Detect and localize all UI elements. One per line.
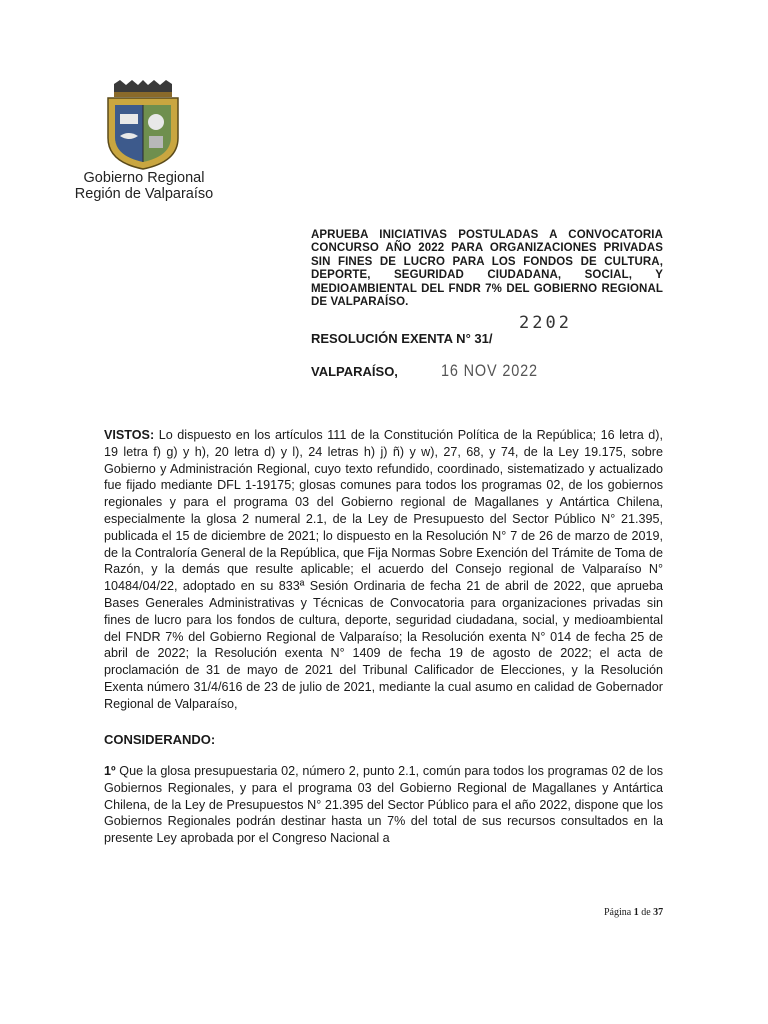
vistos-lead: VISTOS:	[104, 428, 155, 442]
page-of-label: de	[641, 907, 651, 918]
considerando-paragraph-1	[104, 763, 663, 847]
document-title: APRUEBA INICIATIVAS POSTULADAS A CONVOCATORIA CONCURSO AÑO 2022 PARA ORGANIZACIONES PRIVADAS SIN FINES DE LUCRO PARA LOS FONDOS DE CULTURA, DEPORTE, SEGURIDAD CIUDADANA, SOCIAL, Y MEDIOAMBIENTAL DEL FNDR 7% DEL GOBIERNO REGIONAL DE VALPARAÍSO.	[311, 229, 663, 309]
page-total: 37	[653, 907, 664, 918]
vistos-paragraph	[104, 427, 663, 713]
org-name	[64, 170, 224, 202]
resolution-number: 2202	[519, 313, 572, 333]
place-city: VALPARAÍSO,	[311, 364, 398, 379]
date-stamp: 16 NOV 2022	[441, 361, 538, 380]
page-number: 1	[633, 907, 639, 918]
coat-of-arms-logo	[104, 80, 182, 170]
org-line-2: Región de Valparaíso	[74, 186, 214, 202]
org-line-1: Gobierno Regional	[83, 170, 205, 186]
paragraph-1-number: 1º	[104, 764, 116, 778]
page-label: Página	[604, 907, 632, 918]
paragraph-1-text: Que la glosa presupuestaria 02, número 2, punto 2.1, común para todos los programas 02 de los Gobiernos Regionales, y para el programa 03 del Gobierno Regional de Magallanes y Antártica Chilena, de la Ley de Presupuestos N° 21.395 del Sector Público para el año 2022, dispone que los Gobiernos Regionales podrán destinar hasta un 7% del total de sus recursos consultados en la presente Ley aprobada por el Congreso Nacional a	[104, 764, 663, 846]
considerando-heading: CONSIDERANDO:	[104, 732, 216, 747]
resolution-label: RESOLUCIÓN EXENTA N° 31/	[311, 331, 493, 346]
vistos-text: Lo dispuesto en los artículos 111 de la Constitución Política de la República; 16 letra d), 19 letra f) g) y h), 20 letra d) y l), 24 letras h) j) ñ) y w), 27, 68, y 74, de la Ley 19.175, sobre Gobierno y Administración Regional, cuyo texto refundido, coordinado, sistematizado y actualizado fue fijado mediante DFL 1-19175; glosas comunes para todos los programas 02, de los gobiernos regionales y para el programa 03 del Gobierno regional de Magallanes y Antártica Chilena, especialmente la glosa 2 numeral 2.1, de la Ley de Presupuesto del Sector Público N° 21.395, publicada el 15 de diciembre de 2021; lo dispuesto en la Resolución N° 7 de 26 de marzo de 2019, de la Contraloría General de la República, que Fija Normas Sobre Exención del Trámite de Toma de Razón, y la demás que resulte aplicable; el acuerdo del Consejo regional de Valparaíso N° 10484/04/22, adoptado en su 833ª Sesión Ordinaria de fecha 21 de abril de 2022, que aprueba Bases Generales Administrativas y Técnicas de Convocatoria para organizaciones privadas sin fines de lucro para los fondos de cultura, deporte, seguridad ciudadana, social, y medioambiental del FNDR 7% del Gobierno Regional de Valparaíso; la Resolución exenta N° 014 de fecha 25 de abril de 2022; la Resolución exenta N° 1409 de fecha 19 de agosto de 2022; el acta de proclamación de 31 de mayo de 2021 del Tribunal Calificador de Elecciones, y la Resolución Exenta número 31/4/616 de 23 de julio de 2021, mediante la cual asumo en calidad de Gobernador Regional de Valparaíso,	[104, 428, 663, 711]
page-footer	[604, 907, 663, 918]
